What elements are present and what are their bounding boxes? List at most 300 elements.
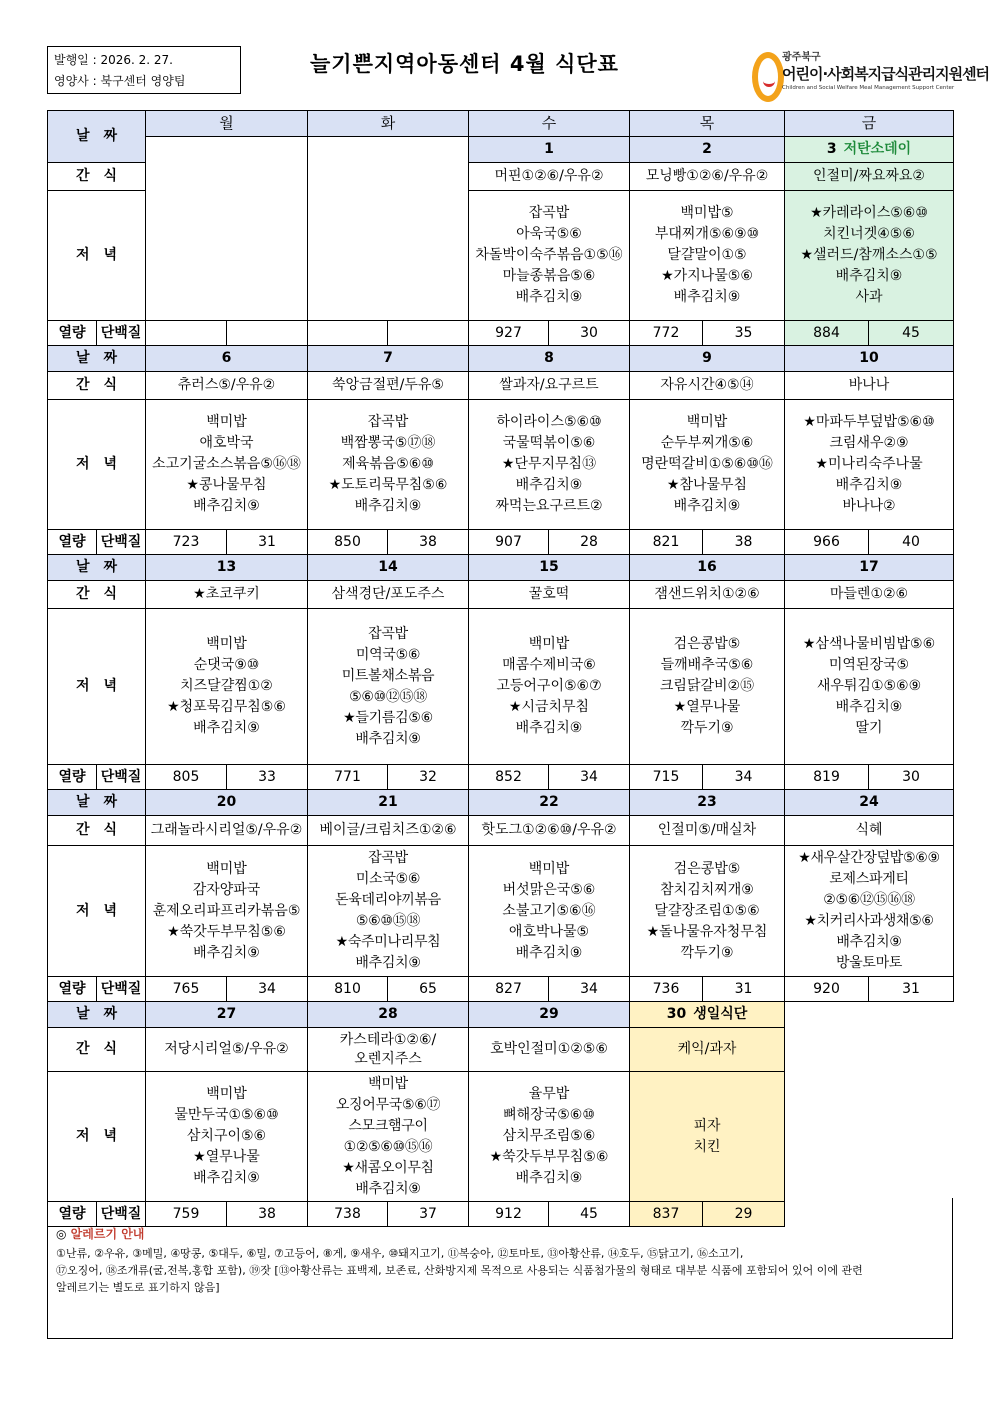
dish-item: ★마파두부덮밥⑤⑥⑩: [803, 414, 935, 430]
logo-name: 어린이·사회복지급식관리지원센터: [782, 65, 990, 83]
date-value: 1: [544, 141, 554, 157]
dish-item: 백미밥: [686, 414, 728, 430]
calorie-value: 927: [469, 321, 549, 346]
dinner-menu: [469, 191, 630, 321]
dish-item: ★치커리사과생채⑤⑥: [804, 913, 934, 929]
date-number: [146, 346, 308, 372]
date-number: [308, 555, 469, 581]
date-number: [146, 790, 308, 816]
weekday-header: 금: [785, 111, 954, 137]
dish-item: 짜먹는요구르트②: [495, 498, 603, 514]
dish-item: ★삼색나물비빔밥⑤⑥: [802, 636, 936, 652]
snack-item: 삼색경단/포도주스: [308, 581, 469, 609]
calorie-value: 771: [308, 765, 388, 790]
snack-item: [308, 1028, 469, 1072]
dish-item: 백미밥: [368, 1075, 408, 1092]
dish-item: ★돌나물유자청무침: [646, 923, 768, 940]
snack-item: 모닝빵①②⑥/우유②: [630, 163, 785, 191]
calorie-value: 966: [785, 530, 869, 555]
snack-item: 핫도그①②⑥⑩/우유②: [469, 816, 630, 846]
dinner-menu: [146, 400, 308, 530]
snack-item: 츄러스⑤/우유②: [146, 372, 308, 400]
calorie-value: 907: [469, 530, 549, 555]
dinner-menu: [785, 400, 954, 530]
date-value: 8: [544, 350, 554, 366]
snack-item: 저당시리얼⑤/우유②: [146, 1028, 308, 1072]
dish-item: 배추김치⑨: [673, 289, 741, 305]
empty-day-cell: [308, 137, 469, 321]
dish-item: 고등어구이⑤⑥⑦: [496, 678, 602, 694]
date-number: [469, 790, 630, 816]
menu-table: [47, 110, 954, 1227]
protein-value: 65: [388, 977, 469, 1002]
date-value: 7: [383, 350, 393, 366]
date-label: 날 짜: [48, 346, 146, 372]
dish-item: 백미밥: [206, 636, 247, 652]
allergy-line: ⑰오징어, ⑱조개류(굴,전복,홍합 포함), ⑲잣 [⑬아황산류는 표백제, 보존료, 산화방지제 목적으로 사용되는 식품첨가물의 형태로 대부분 식품에 포함되어 있어 이에 관련: [56, 1264, 863, 1277]
dish-item: 잡곡밥: [528, 205, 570, 221]
date-value: 14: [378, 559, 398, 575]
snack-item: 식혜: [785, 816, 954, 846]
dish-item: ★가지나물⑤⑥: [661, 268, 753, 284]
weekday-header: 월: [146, 111, 308, 137]
dish-item: ★들기름김⑤⑥: [343, 709, 433, 726]
allergy-title-text: 알레르기 안내: [70, 1227, 145, 1241]
calorie-value: 821: [630, 530, 703, 555]
snack-label: 간 식: [48, 581, 146, 609]
calorie-value: 723: [146, 530, 227, 555]
calorie-value: 819: [785, 765, 869, 790]
calorie-value: 810: [308, 977, 388, 1002]
protein-value: 38: [703, 530, 785, 555]
dinner-menu: [308, 1072, 469, 1202]
dish-item: 치즈달걀찜①②: [180, 678, 273, 694]
calorie-value: 736: [630, 977, 703, 1002]
date-number: [630, 137, 785, 163]
dinner-label: 저 녁: [48, 609, 146, 765]
date-number: [630, 790, 785, 816]
dinner-menu: [630, 1072, 785, 1202]
dish-item: 백미밥: [206, 860, 247, 877]
dish-item: 크림새우②⑨: [829, 435, 909, 451]
date-number: [785, 790, 954, 816]
issue-date: 발행일 : 2026. 2. 27.: [54, 53, 173, 67]
snack-item: 케익/과자: [630, 1028, 785, 1072]
empty-nutrition-cell: [146, 321, 227, 346]
protein-value: 33: [227, 765, 308, 790]
protein-value: 45: [549, 1202, 630, 1227]
date-label: 날 짜: [48, 790, 146, 816]
dinner-menu: [469, 400, 630, 530]
dish-item: 배추김치⑨: [673, 498, 741, 514]
protein-value: 30: [869, 765, 954, 790]
snack-item: 그래놀라시리얼⑤/우유②: [146, 816, 308, 846]
dinner-menu: [308, 609, 469, 765]
snack-item: ★초코쿠키: [146, 581, 308, 609]
calorie-value: 765: [146, 977, 227, 1002]
dinner-menu: [630, 400, 785, 530]
dish-item: 순댓국⑨⑩: [193, 657, 260, 673]
blank-cell: [785, 1002, 954, 1227]
empty-nutrition-cell: [388, 321, 469, 346]
dish-item: 잡곡밥: [368, 625, 408, 642]
dish-item: 들깨배추국⑤⑥: [660, 657, 754, 673]
dinner-menu: [785, 609, 954, 765]
dish-item: ⑤⑥⑩⑮⑱: [355, 913, 421, 929]
dish-item: ★단무지무침⑬: [501, 456, 597, 472]
date-number: [308, 346, 469, 372]
allergy-notice: [47, 1198, 953, 1339]
date-label: 날 짜: [48, 555, 146, 581]
dish-item: 백미밥: [206, 1086, 247, 1102]
dish-item: ①②⑤⑥⑩⑮⑯: [343, 1138, 433, 1155]
date-value: 27: [216, 1006, 237, 1022]
protein-value: 28: [549, 530, 630, 555]
calorie-value: 852: [469, 765, 549, 790]
calorie-value: 759: [146, 1202, 227, 1227]
protein-value: 29: [703, 1202, 785, 1227]
dish-item: 백미밥: [206, 414, 247, 430]
logo-region: 광주북구: [782, 52, 821, 63]
protein-value: 32: [388, 765, 469, 790]
protein-value: 31: [703, 977, 785, 1002]
calorie-value: 837: [630, 1202, 703, 1227]
dish-item: ★도토리묵무침⑤⑥: [328, 477, 448, 493]
date-value: 2: [702, 141, 712, 157]
dish-item: 물만두국①⑤⑥⑩: [174, 1107, 279, 1123]
dish-item: ②⑤⑥⑫⑮⑯⑱: [823, 892, 915, 908]
dish-item: 백미밥: [528, 636, 570, 652]
calorie-label: 열량: [48, 765, 97, 790]
dish-item: 부대찌개⑤⑥⑨⑩: [654, 226, 760, 242]
birthday-menu-label: 생일식단: [693, 1006, 748, 1022]
protein-value: 45: [869, 321, 954, 346]
dinner-menu: [785, 846, 954, 977]
empty-nutrition-cell: [308, 321, 388, 346]
calorie-label: 열량: [48, 321, 97, 346]
calorie-value: 772: [630, 321, 703, 346]
dish-item: 배추김치⑨: [515, 944, 583, 961]
dish-item: ★카레라이스⑤⑥⑩: [810, 205, 928, 221]
dish-item: ★시금치무침: [508, 699, 590, 715]
date-value: 15: [539, 559, 559, 575]
dish-item: 애호박국: [199, 435, 254, 451]
calorie-value: 805: [146, 765, 227, 790]
smile-logo-icon: [752, 52, 784, 102]
dish-item: 아욱국⑤⑥: [516, 226, 582, 242]
calorie-value: 738: [308, 1202, 388, 1227]
dish-item: 소불고기⑤⑥⑯: [502, 902, 596, 919]
snack-label: 간 식: [48, 1028, 146, 1072]
dish-item: 피자: [693, 1117, 721, 1134]
dish-item: 배추김치⑨: [355, 1180, 421, 1197]
dish-item: 마늘종볶음⑤⑥: [502, 268, 596, 284]
allergy-line: 알레르기는 별도로 표기하지 않음]: [56, 1281, 220, 1294]
issue-info-box: [47, 46, 241, 94]
dish-item: 배추김치⑨: [355, 955, 421, 971]
dish-item: ★콩나물무침: [186, 477, 267, 493]
calorie-value: 920: [785, 977, 869, 1002]
dish-item: ★참나물무침: [666, 477, 748, 493]
dinner-menu: [630, 846, 785, 977]
dish-item: 미트볼채소볶음: [341, 667, 435, 684]
dish-item: 배추김치⑨: [193, 1170, 260, 1186]
date-value: 28: [378, 1006, 398, 1022]
dish-item: 차돌박이숙주볶음①⑤⑯: [475, 247, 623, 263]
snack-item: 인절미/짜요짜요②: [785, 163, 954, 191]
dish-item: ★쑥갓두부무침⑤⑥: [489, 1149, 609, 1165]
protein-label: 단백질: [97, 765, 146, 790]
dish-item: ⑤⑥⑩⑫⑮⑱: [349, 688, 427, 705]
date-value: 22: [539, 794, 559, 810]
date-number: [146, 1002, 308, 1028]
dish-item: 깍두기⑨: [680, 720, 734, 736]
calorie-value: 912: [469, 1202, 549, 1227]
snack-item: 머핀①②⑥/우유②: [469, 163, 630, 191]
empty-nutrition-cell: [227, 321, 308, 346]
date-value: 21: [378, 794, 398, 810]
snack-label: 간 식: [48, 816, 146, 846]
dish-item: 새우튀김①⑤⑥⑨: [816, 678, 922, 694]
date-number: [469, 137, 630, 163]
dish-item: 백미밥⑤: [680, 205, 734, 221]
dish-item: 배추김치⑨: [515, 1170, 583, 1186]
dinner-label: 저 녁: [48, 1072, 146, 1202]
dish-item: 소고기굴소스볶음⑤⑯⑱: [152, 456, 301, 472]
dinner-menu: [146, 846, 308, 977]
dinner-menu: [469, 846, 630, 977]
dish-item: 검은콩밥⑤: [673, 860, 741, 877]
weekday-header: 수: [469, 111, 630, 137]
dish-item: 배추김치⑨: [355, 730, 421, 747]
dish-item: 감자양파국: [192, 881, 261, 898]
dish-item: 깍두기⑨: [680, 944, 734, 961]
date-number: [469, 1002, 630, 1028]
dish-item: 제육볶음⑤⑥⑩: [342, 456, 434, 472]
dish-item: 배추김치⑨: [515, 289, 583, 305]
dish-item: ★청포묵김무침⑤⑥: [167, 699, 286, 715]
dish-item: 크림닭갈비②⑮: [659, 678, 755, 694]
protein-value: 31: [869, 977, 954, 1002]
date-number: [146, 555, 308, 581]
dish-item: 오징어무국⑤⑥⑰: [335, 1096, 441, 1113]
date-number: [630, 555, 785, 581]
dish-item: 배추김치⑨: [193, 944, 260, 961]
dish-item: 미소국⑤⑥: [355, 871, 421, 887]
protein-value: 38: [227, 1202, 308, 1227]
dish-item: 딸기: [855, 720, 883, 736]
date-value: 13: [216, 559, 237, 575]
dish-item: ★새콤오이무침: [342, 1159, 434, 1176]
date-value: 24: [859, 794, 879, 810]
dish-item: 치킨: [693, 1138, 721, 1155]
dish-item: 배추김치⑨: [515, 477, 583, 493]
protein-value: 30: [549, 321, 630, 346]
protein-value: 34: [549, 977, 630, 1002]
dish-item: 잡곡밥: [367, 414, 409, 430]
dish-item: 달걀장조림①⑤⑥: [654, 902, 760, 919]
dish-item: 백미밥: [528, 860, 570, 877]
snack-item: 자유시간④⑤⑭: [630, 372, 785, 400]
calorie-label: 열량: [48, 977, 97, 1002]
dish-item: 검은콩밥⑤: [673, 636, 741, 652]
dinner-menu: [469, 609, 630, 765]
dish-item: 돈육데리야끼볶음: [335, 892, 441, 908]
snack-item: 호박인절미①②⑤⑥: [469, 1028, 630, 1072]
dinner-menu: [146, 609, 308, 765]
bullet-icon: ◎: [56, 1227, 67, 1241]
protein-value: 35: [703, 321, 785, 346]
snack-item: 꿀호떡: [469, 581, 630, 609]
snack-label: 간 식: [48, 372, 146, 400]
date-value: 23: [697, 794, 717, 810]
empty-day-cell: [146, 137, 308, 321]
dish-item: 삼치무조림⑤⑥: [502, 1128, 596, 1144]
protein-label: 단백질: [97, 321, 146, 346]
calorie-label: 열량: [48, 530, 97, 555]
date-number: [469, 555, 630, 581]
dish-item: 치킨너겟④⑤⑥: [823, 226, 915, 242]
dish-item: ★쑥갓두부무침⑤⑥: [167, 923, 286, 940]
date-value: 20: [216, 794, 237, 810]
protein-value: 34: [549, 765, 630, 790]
date-number: [785, 137, 954, 163]
dinner-label: 저 녁: [48, 191, 146, 321]
date-value: 9: [702, 350, 712, 366]
protein-label: 단백질: [97, 530, 146, 555]
dish-item: 바나나②: [842, 498, 896, 514]
weekday-header: 목: [630, 111, 785, 137]
date-number: [630, 1002, 785, 1028]
dinner-menu: [308, 846, 469, 977]
dish-item: 배추김치⑨: [354, 498, 422, 514]
protein-value: 34: [703, 765, 785, 790]
low-carbon-day-label: 저탄소데이: [843, 141, 912, 157]
dish-item: ★새우살간장덮밥⑤⑥⑨: [798, 850, 940, 866]
dinner-label: 저 녁: [48, 846, 146, 977]
protein-value: 40: [869, 530, 954, 555]
protein-value: 37: [388, 1202, 469, 1227]
date-value: 3: [826, 141, 837, 157]
page-title: 늘기쁜지역아동센터 4월 식단표: [310, 52, 619, 76]
allergy-title: [56, 1226, 944, 1243]
dish-item: ★열무나물: [193, 1149, 260, 1165]
dinner-menu: [630, 191, 785, 321]
dish-item: 명란떡갈비①⑤⑥⑩⑯: [641, 456, 773, 472]
date-number: [630, 346, 785, 372]
dish-item: 버섯맑은국⑤⑥: [502, 881, 596, 898]
date-number: [308, 1002, 469, 1028]
date-number: [308, 790, 469, 816]
dish-item: 배추김치⑨: [835, 699, 903, 715]
date-label: 날 짜: [48, 1002, 146, 1028]
dish-item: 달걀말이①⑤: [667, 247, 747, 263]
protein-label: 단백질: [97, 1202, 146, 1227]
dish-item: 스모크햄구이: [348, 1117, 428, 1134]
dinner-menu: [785, 191, 954, 321]
date-number: [469, 346, 630, 372]
date-value: 17: [859, 559, 879, 575]
dinner-label: 저 녁: [48, 400, 146, 530]
dinner-menu: [630, 609, 785, 765]
calorie-value: 715: [630, 765, 703, 790]
dish-item: 국물떡볶이⑤⑥: [502, 435, 596, 451]
dish-item: 미역된장국⑤: [828, 657, 910, 673]
center-logo: [752, 44, 990, 108]
dietitian: 영양사 : 북구센터 영양팀: [54, 74, 186, 88]
dish-item: 잡곡밥: [368, 850, 408, 866]
date-value: 30: [666, 1006, 687, 1022]
dish-item: 배추김치⑨: [835, 268, 903, 284]
dish-item: 사과: [855, 289, 883, 305]
protein-value: 34: [227, 977, 308, 1002]
dish-item: 뼈해장국⑤⑥⑩: [503, 1107, 595, 1123]
dish-item: 애호박나물⑤: [508, 923, 590, 940]
dish-item: 로제스파게티: [829, 871, 909, 887]
date-number: [785, 346, 954, 372]
date-number: [785, 555, 954, 581]
dish-item: 매콤수제비국⑥: [502, 657, 596, 673]
dish-item: 백짬뽕국⑤⑰⑱: [340, 435, 436, 451]
snack-item: 잼샌드위치①②⑥: [630, 581, 785, 609]
protein-value: 38: [388, 530, 469, 555]
calorie-value: 884: [785, 321, 869, 346]
dinner-menu: [308, 400, 469, 530]
dish-item: ★미나리숙주나물: [815, 456, 923, 472]
dish-item: 방울토마토: [835, 955, 903, 971]
dish-item: 삼치구이⑤⑥: [186, 1128, 267, 1144]
dish-item: 순두부찌개⑤⑥: [660, 435, 754, 451]
weekday-header: 화: [308, 111, 469, 137]
date-value: 10: [859, 350, 879, 366]
dish-item: 율무밥: [528, 1086, 570, 1102]
dinner-menu: [146, 1072, 308, 1202]
dish-item: ★샐러드/참깨소스①⑤: [800, 247, 938, 263]
snack-item: 쌀과자/요구르트: [469, 372, 630, 400]
dish-item: ★열무나물: [673, 699, 741, 715]
dish-item: 참치김치찌개⑨: [660, 881, 754, 898]
snack-item: 쑥앙금절편/두유⑤: [308, 372, 469, 400]
calorie-value: 827: [469, 977, 549, 1002]
snack-label: 간 식: [48, 163, 146, 191]
snack-line: 카스테라①②⑥/: [339, 1031, 437, 1048]
dinner-menu: [469, 1072, 630, 1202]
dish-item: ★숙주미나리무침: [335, 934, 441, 950]
allergy-line: ①난류, ②우유, ③메밀, ④땅콩, ⑤대두, ⑥밀, ⑦고등어, ⑧게, ⑨새우, ⑩돼지고기, ⑪복숭아, ⑫토마토, ⑬아황산류, ⑭호두, ⑮닭고기, ⑯소고기,: [56, 1247, 744, 1260]
dish-item: 미역국⑤⑥: [355, 646, 421, 663]
date-value: 16: [697, 559, 717, 575]
date-value: 6: [221, 350, 232, 366]
snack-item: 마들렌①②⑥: [785, 581, 954, 609]
dish-item: 배추김치⑨: [193, 498, 260, 514]
protein-label: 단백질: [97, 977, 146, 1002]
logo-english: Children and Social Welfare Meal Management Support Center: [782, 85, 955, 91]
dish-item: 배추김치⑨: [515, 720, 583, 736]
dish-item: 배추김치⑨: [835, 477, 903, 493]
calorie-label: 열량: [48, 1202, 97, 1227]
date-value: 29: [539, 1006, 559, 1022]
date-label: 날 짜: [48, 111, 146, 163]
snack-item: 바나나: [785, 372, 954, 400]
snack-item: 인절미⑤/매실차: [630, 816, 785, 846]
dish-item: 배추김치⑨: [193, 720, 260, 736]
calorie-value: 850: [308, 530, 388, 555]
snack-item: 베이글/크림치즈①②⑥: [308, 816, 469, 846]
dish-item: 훈제오리파프리카볶음⑤: [152, 902, 301, 919]
dish-item: 하이라이스⑤⑥⑩: [496, 414, 602, 430]
dish-item: 배추김치⑨: [836, 934, 902, 950]
snack-line: 오렌지주스: [354, 1050, 422, 1067]
